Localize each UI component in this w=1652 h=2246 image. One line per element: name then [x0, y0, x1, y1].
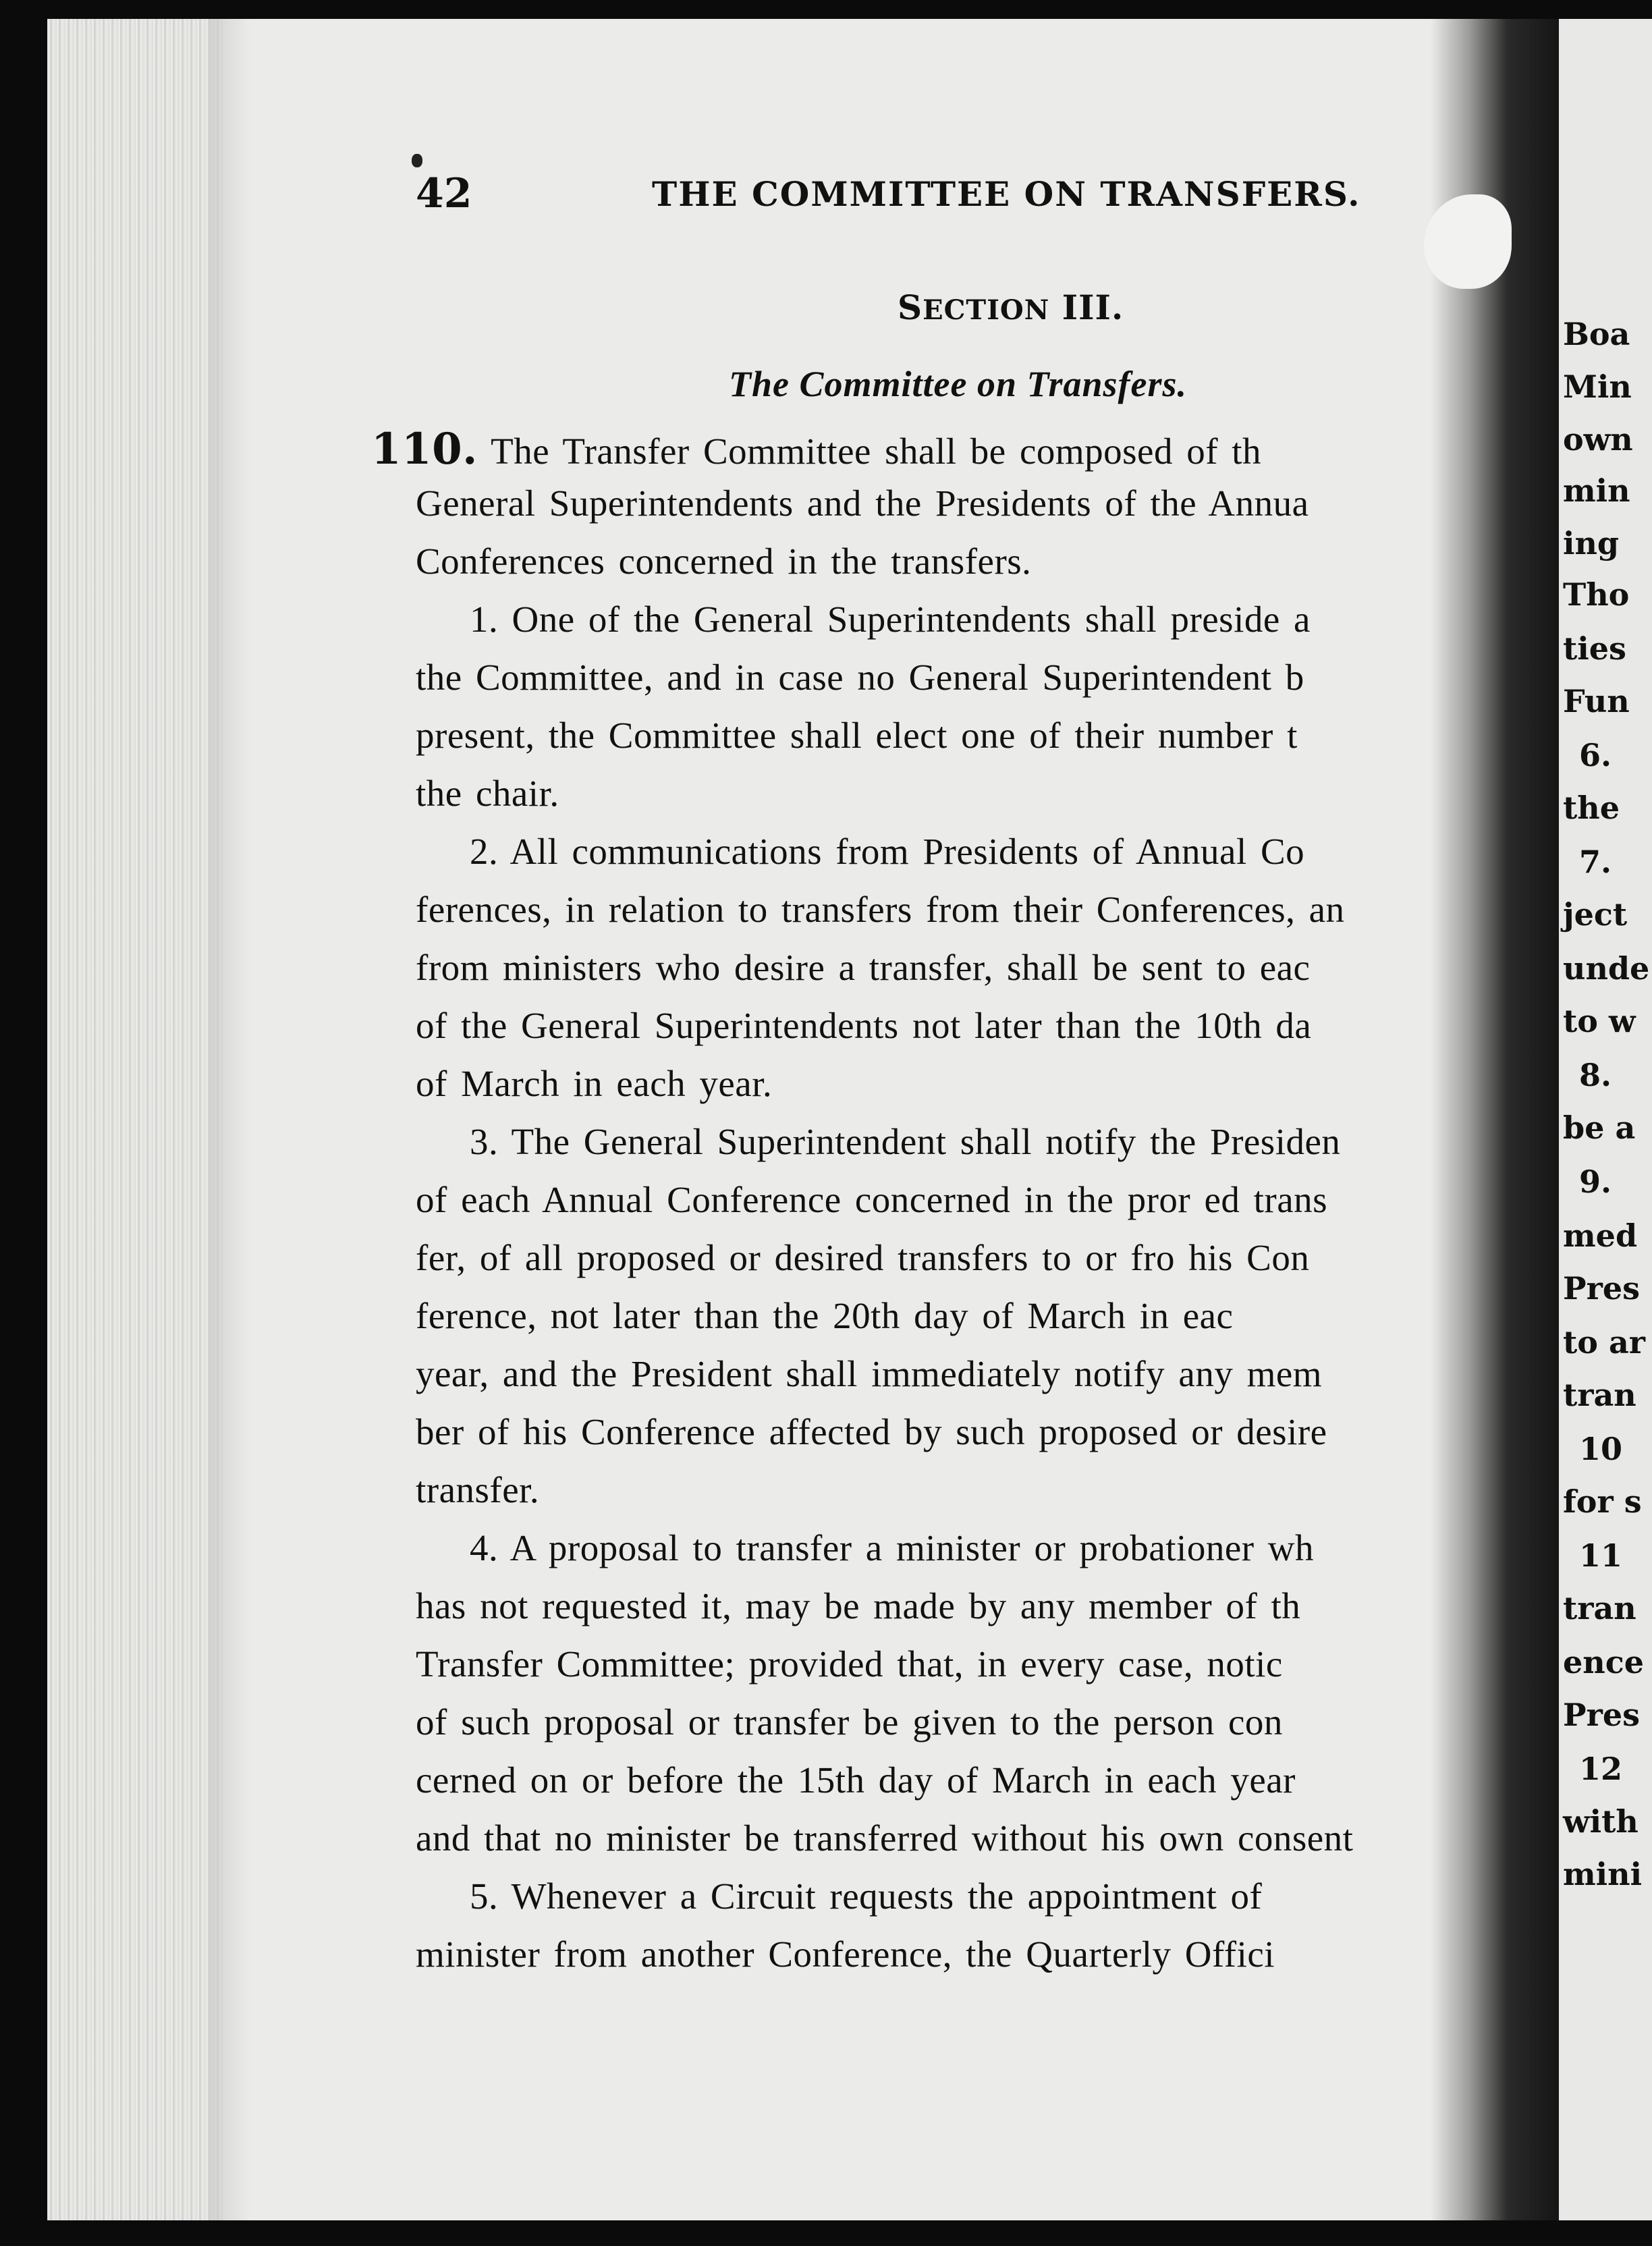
- facing-fragment: own: [1563, 421, 1633, 458]
- facing-fragment: tran: [1563, 1590, 1636, 1626]
- section-subtitle: The Committee on Transfers.: [729, 364, 1188, 404]
- text-line-11: of the General Superintendents not later than the 10th da: [416, 1005, 1312, 1046]
- facing-fragment: for s: [1563, 1483, 1642, 1520]
- facing-fragment: to w: [1563, 1003, 1636, 1039]
- line-text: The Transfer Committee shall be composed of th: [491, 431, 1262, 472]
- running-title: THE COMMITTEE ON TRANSFERS.: [652, 174, 1361, 214]
- facing-fragment: Min: [1563, 368, 1632, 405]
- page-number: 42: [416, 170, 472, 217]
- facing-fragment: unde: [1563, 950, 1650, 987]
- text-line-18: ber of his Conference affected by such proposed or desire: [416, 1411, 1327, 1452]
- facing-fragment: the: [1563, 790, 1620, 826]
- facing-fragment: mini: [1563, 1856, 1643, 1892]
- text-line-23: of such proposal or transfer be given to the person con: [416, 1701, 1283, 1743]
- facing-fragment: tran: [1563, 1377, 1636, 1413]
- facing-fragment: min: [1563, 472, 1630, 509]
- book-page: [47, 19, 1559, 2220]
- text-line-10: from ministers who desire a transfer, shall be sent to eac: [416, 947, 1311, 988]
- section-heading-smallcaps: ECTION: [923, 294, 1050, 326]
- facing-fragment: 9.: [1579, 1163, 1612, 1200]
- facing-fragment: with: [1563, 1803, 1639, 1840]
- facing-fragment: ties: [1563, 630, 1626, 667]
- section-heading-initial: S: [898, 287, 923, 327]
- text-line-21: has not requested it, may be made by any member of th: [416, 1585, 1301, 1626]
- page-gutter-shadow: [1431, 19, 1559, 2220]
- running-head: [416, 170, 1559, 224]
- text-line-20: 4. A proposal to transfer a minister or probationer wh: [470, 1527, 1315, 1568]
- text-line-5: the Committee, and in case no General Superintendent b: [416, 657, 1304, 698]
- facing-fragment: Pres: [1563, 1270, 1640, 1307]
- text-line-17: year, and the President shall immediately notify any mem: [416, 1353, 1323, 1394]
- text-line-26: 5. Whenever a Circuit requests the appointment of: [470, 1875, 1263, 1917]
- facing-fragment: to ar: [1563, 1324, 1645, 1361]
- facing-fragment: 6.: [1579, 737, 1612, 773]
- facing-fragment: med: [1563, 1217, 1638, 1254]
- text-line-7: the chair.: [416, 773, 559, 814]
- facing-fragment: ject: [1563, 896, 1628, 933]
- text-line-13: 3. The General Superintendent shall notify the Presiden: [470, 1121, 1341, 1162]
- text-line-6: present, the Committee shall elect one of their number t: [416, 715, 1298, 756]
- text-line-12: of March in each year.: [416, 1063, 773, 1104]
- text-line-3: Conferences concerned in the transfers.: [416, 541, 1032, 582]
- text-line-2: General Superintendents and the Presidents of the Annua: [416, 483, 1309, 524]
- text-line-9: ferences, in relation to transfers from their Conferences, an: [416, 889, 1345, 930]
- facing-fragment: 12: [1579, 1751, 1623, 1787]
- text-block: [371, 19, 1559, 2220]
- facing-fragment: Pres: [1563, 1697, 1640, 1733]
- facing-fragment: ence: [1563, 1644, 1644, 1680]
- facing-fragment: ing: [1563, 525, 1620, 562]
- text-line-14: of each Annual Conference concerned in the pror ed trans: [416, 1179, 1328, 1220]
- facing-fragment: be a: [1563, 1110, 1636, 1146]
- section-heading: [898, 287, 1124, 327]
- facing-fragment: Tho: [1563, 576, 1630, 613]
- facing-fragment: 8.: [1579, 1057, 1612, 1093]
- gutter-highlight: [1424, 194, 1512, 289]
- text-line-19: transfer.: [416, 1469, 540, 1510]
- text-line-22: Transfer Committee; provided that, in every case, notic: [416, 1643, 1283, 1684]
- facing-fragment: Fun: [1563, 683, 1630, 719]
- text-line-15: fer, of all proposed or desired transfers to or fro his Con: [416, 1237, 1310, 1278]
- text-line-1: [371, 424, 1261, 474]
- section-heading-numeral: III.: [1049, 287, 1124, 327]
- text-line-25: and that no minister be transferred without his own consent: [416, 1817, 1354, 1859]
- text-line-27: minister from another Conference, the Quarterly Offici: [416, 1934, 1275, 1975]
- text-line-24: cerned on or before the 15th day of March in each year: [416, 1759, 1296, 1801]
- text-line-4: 1. One of the General Superintendents shall preside a: [470, 599, 1311, 640]
- facing-page-edge: [1559, 19, 1652, 2220]
- text-line-16: ference, not later than the 20th day of March in eac: [416, 1295, 1234, 1336]
- text-line-8: 2. All communications from Presidents of Annual Co: [470, 831, 1305, 872]
- facing-fragment: 10: [1579, 1431, 1623, 1467]
- facing-fragment: Boa: [1563, 316, 1630, 352]
- page-edges: [47, 19, 223, 2220]
- paragraph-number: 110.: [371, 424, 478, 474]
- facing-fragment: 7.: [1579, 844, 1612, 880]
- facing-fragment: 11: [1579, 1537, 1623, 1574]
